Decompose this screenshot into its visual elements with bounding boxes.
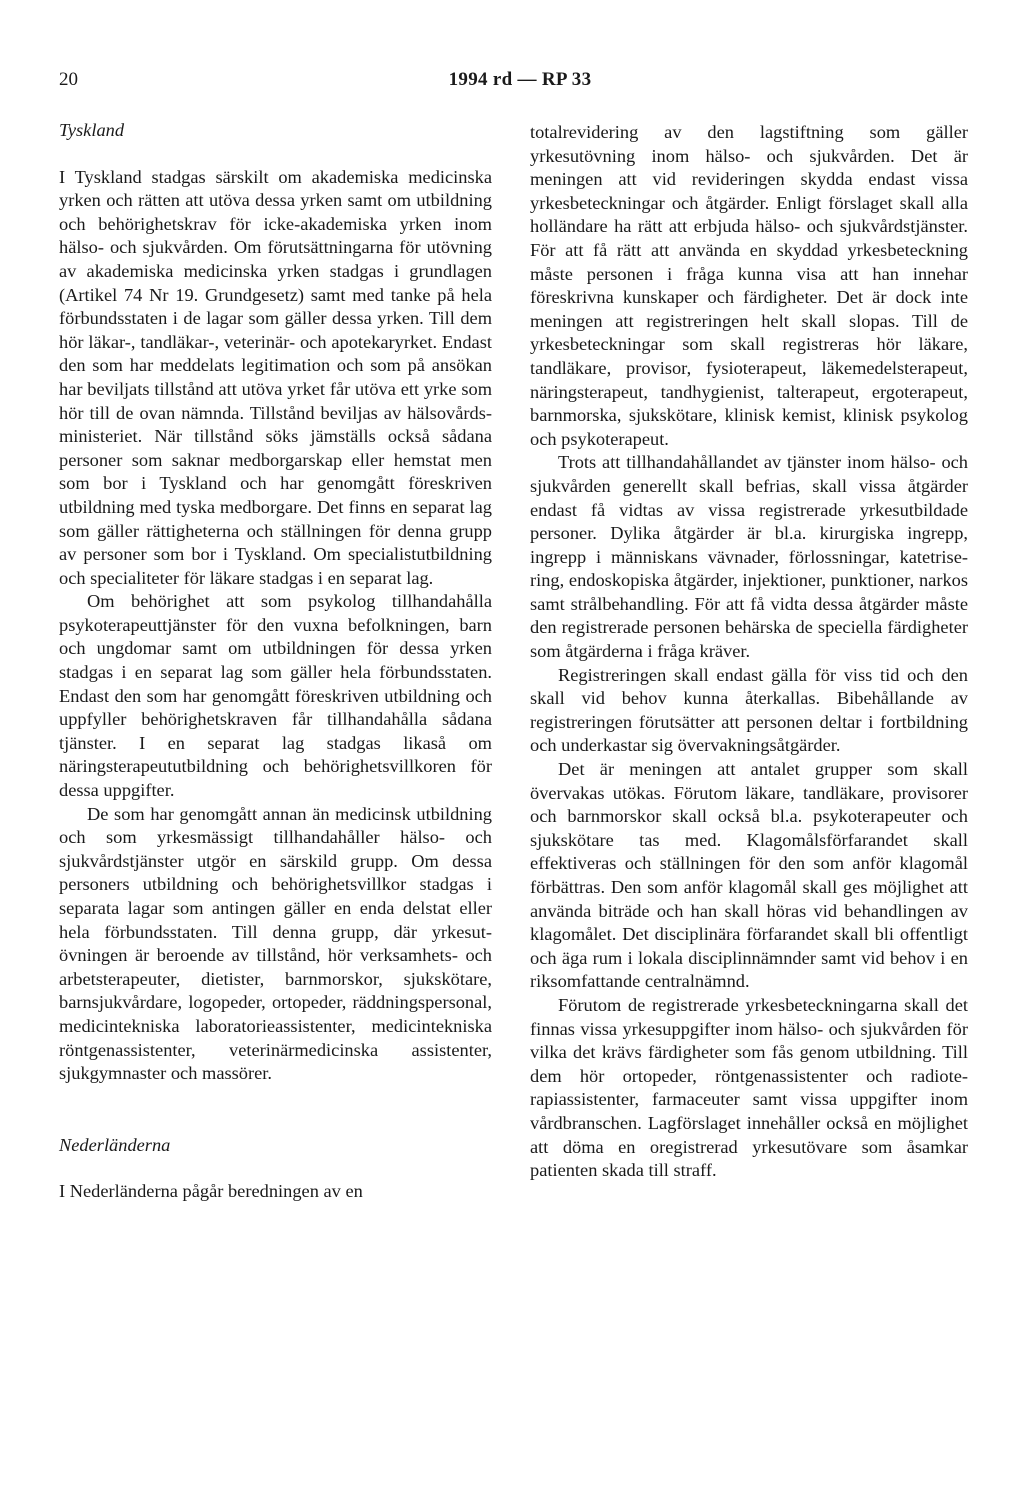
page-number: 20 <box>59 69 78 90</box>
paragraph: De som har genomgått annan än medicinsk utbildning och som yrkesmässigt tillhandahåller hälso- och sjukvårdstjänster utgör en särskild grupp. Om dessa personers utbildning och behörighetsvillkor stadgas i separata lagar som antingen gäller en enda delstat eller hela förbundsstaten. Till denna grupp, där yrkesutövningen är beroende av tillstånd, hör verksamhets- och arbetsterapeuter, dietister, barnmorskor, sjukskötare, barnsjukvårdare, logopeder, ortopeder, räddningspersonal, medicintekniska laboratorieassistenter, medicintekniska röntgenassistenter, veterinärmedicinska assistenter, sjukgymnaster och massörer. <box>59 803 492 1084</box>
paragraph: totalrevidering av den lagstiftning som gäller yrkesutövning inom hälso- och sjukvården. Det är meningen att vid revideringen skydda endast vissa yrkesbeteckningar och åtgärder. Enligt förslaget skall alla holländare ha rätt att erbjuda hälso- och sjukvårdstjänster. För att få rätt att använda en skyddad yrkesbeteckning måste personen i fråga kunna visa att han innehar föreskrivna kunskaper och färdigheter. Det är dock inte meningen att registreringen helt skall slopas. Till de yrkesbeteckningar som skall registreras hör läkare, tandläkare, provisor, fysioterapeut, läkemedelsterapeut, näringsterapeut, tandhygienist, talterapeut, ergoterapeut, barnmorska, sjukskötare, klinisk kemist, klinisk psykolog och psykoterapeut. <box>530 122 968 449</box>
paragraph: Trots att tillhandahållandet av tjänster inom hälso- och sjukvården generellt skall befrias, skall vissa åtgärder endast få vidtas av vissa registrerade yrkesutbildade personer. Dylika åtgärder är bl.a. kirurgiska ingrepp, ingrepp i människans vävnader, förlossningar, katetrisering, endoskopiska åtgärder, injektioner, punktioner, narkos samt strålbehandling. För att få vidta dessa åtgärder måste den registrerade personen behärska de speciella färdigheter som åtgärderna i fråga kräver. <box>530 452 968 662</box>
right-column <box>530 121 968 1183</box>
left-column <box>59 119 492 1204</box>
section-heading-nederlanderna: Nederländerna <box>59 1134 171 1155</box>
paragraph: Registreringen skall endast gälla för viss tid och den skall vid behov kunna återkallas. Bibehållande av registreringen förutsätter att personen deltar i fortbildning och underkastar sig övervakningsåtgärder. <box>530 664 968 756</box>
paragraph: I Nederländerna pågår beredningen av en <box>59 1181 363 1202</box>
running-head: 1994 rd — RP 33 <box>448 69 592 90</box>
paragraph: Om behörighet att som psykolog tillhandahålla psykoterapeuttjänster för den vuxna befolkningen, barn och ungdomar samt om utbildningen för dessa yrken stadgas i en separat lag som gäller hela förbundsstaten. Endast den som har genomgått föreskriven utbildning och uppfyller behörighetskraven får tillhandahålla sådana tjänster. I en separat lag stadgas likaså om näringsterapeututbildning och behörighetsvillkoren för dessa uppgifter. <box>59 591 492 801</box>
section-heading-tyskland: Tyskland <box>59 120 125 140</box>
paragraph: I Tyskland stadgas särskilt om akademiska medicinska yrken och rätten att utöva dessa yrken samt om utbildning och behörighetskrav för icke-akademiska yrken inom hälso- och sjukvården. Om förutsättningarna för utövning av akademiska medicinska yrken stadgas i grundlagen (Artikel 74 Nr 19. Grundgesetz) samt med tanke på hela förbundsstaten i de lagar som gäller dessa yrken. Till dem hör läkar-, tandläkar-, veterinär- och apotekaryrket. Endast den som har meddelats legitimation och som på ansökan har beviljats tillstånd att utöva yrket får utöva ett yrke som hör till de ovan nämnda. Tillstånd beviljas av hälsovårdsministeriet. När tillstånd söks jämställs också sådana personer som saknar medborgarskap eller hemstat men som bor i Tyskland och har genomgått föreskriven utbildning med tyska medborgare. Det finns en separat lag som gäller rättigheterna och ställningen för denna grupp av personer som bor i Tyskland. Om specialistutbildning och specialiteter för läkare stadgas i en separat lag. <box>59 166 492 588</box>
paragraph: Det är meningen att antalet grupper som skall övervakas utökas. Förutom läkare, tandläkare, provisorer och barnmorskor skall också bl.a. psykoterapeuter och sjukskötare tas med. Klagomålsförfarandet skall effektiveras och ställningen för den som anför klagomål förbättras. Den som anför klagomål skall ges möjlighet att använda biträde och han skall höras vid behandlingen av klagomålet. Det disciplinära förfarandet skall bli offentligt och äga rum i lokala disciplinnämnder samt vid behov i en riksomfattande centralnämnd. <box>530 759 968 992</box>
paragraph: Förutom de registrerade yrkesbeteckningarna skall det finnas vissa yrkesuppgifter inom hälso- och sjukvården för vilka det krävs färdigheter som fås genom utbildning. Till dem hör ortopeder, röntgenassistenter och radioterapiassistenter, farmaceuter samt vissa uppgifter inom vårdbranschen. Lagförslaget innehåller också en möjlighet att döma en oregistrerad yrkesutövare som åsamkar patienten skada till straff. <box>530 994 968 1181</box>
